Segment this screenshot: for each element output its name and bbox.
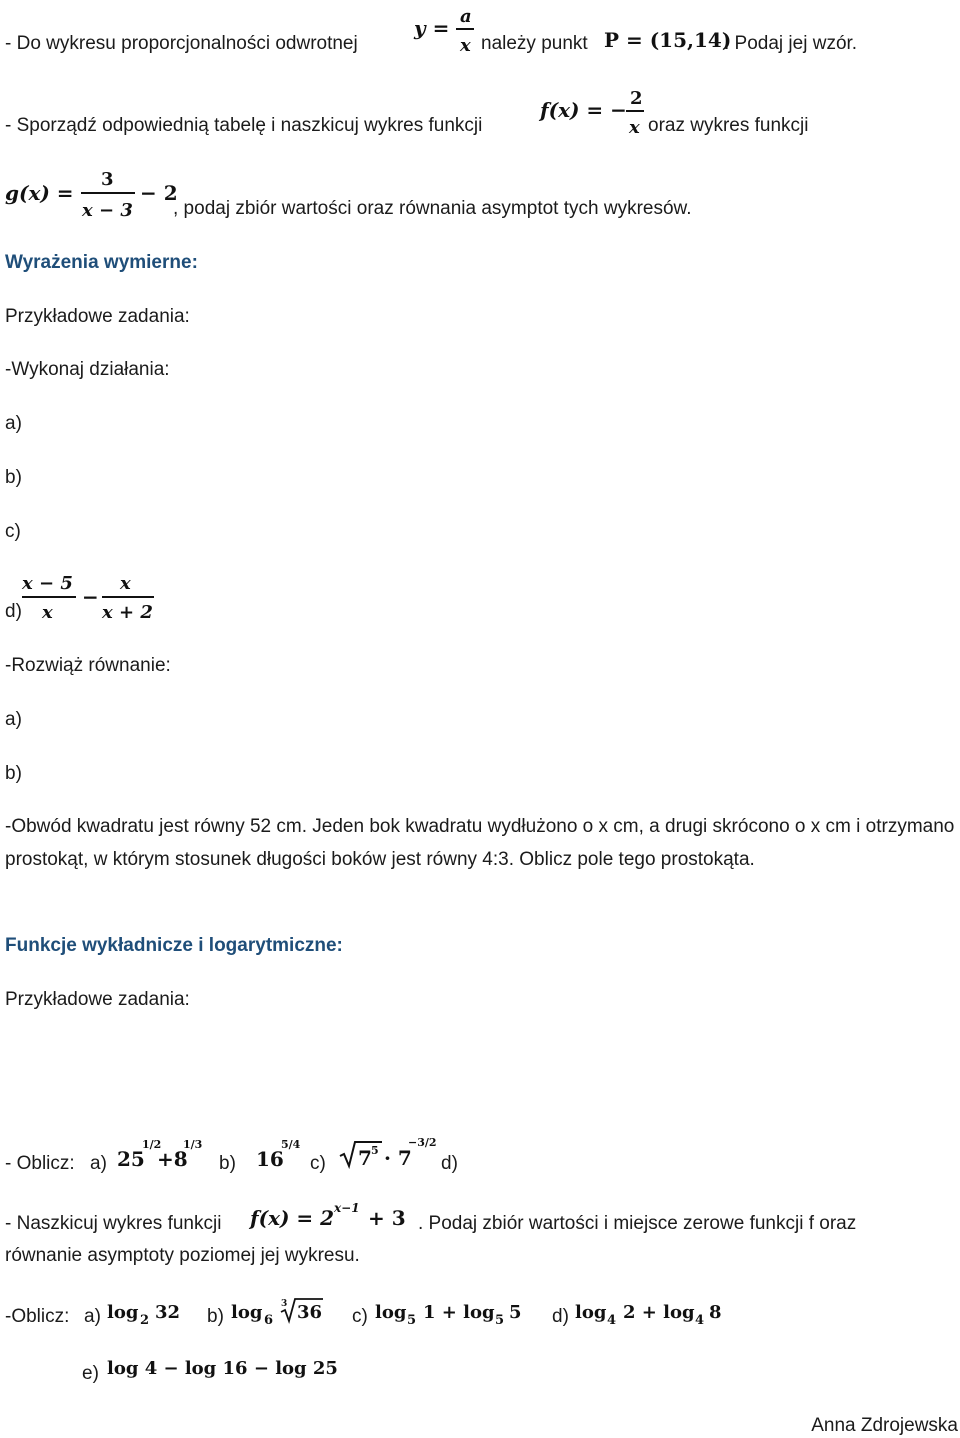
log-a-base: 2 (140, 1313, 150, 1328)
eq-item-a: a) (5, 709, 22, 730)
calc-a-base1: 25 (117, 1147, 145, 1171)
log-c-arg1: 1 + log (423, 1302, 495, 1323)
formula-y-equals-a-over-x (414, 4, 478, 56)
calc-c-expr (338, 1132, 437, 1174)
log-d-arg1: 2 + log (623, 1302, 695, 1323)
examples-label-1: Przykładowe zadania: (5, 306, 190, 327)
log-label: -Oblicz: (5, 1306, 70, 1327)
heading-rational: Wyrażenia wymierne: (5, 252, 198, 273)
y-num: a (460, 6, 472, 27)
log-b-root-idx: 3 (281, 1299, 288, 1309)
log-c-base1: 5 (407, 1313, 417, 1328)
calc-a-exp2: 1/3 (183, 1138, 203, 1151)
log-d-expr (575, 1296, 731, 1330)
log-e-text: log 4 − log 16 − log 25 (107, 1358, 338, 1379)
d-num2: x (120, 573, 131, 594)
sketch-text-1: - Naszkicuj wykres funkcji (5, 1213, 222, 1234)
log-e-label: e) (82, 1363, 99, 1384)
log-c-log1: log (375, 1302, 407, 1323)
calc-c-exp: −3/2 (408, 1136, 437, 1149)
task-inverse-text-1: - Do wykresu proporcjonalności odwrotnej (5, 33, 358, 54)
g-tail: − 2 (140, 181, 178, 205)
item-d: d) (5, 601, 22, 622)
calc-c-dot: · 7 (384, 1146, 412, 1170)
calc-c-rad-exp: 5 (371, 1144, 379, 1157)
task-inverse-text-2: należy punkt (481, 33, 588, 54)
sketch-text-3: równanie asymptoty poziomej jej wykresu. (5, 1245, 360, 1266)
d-den1: x (42, 602, 53, 623)
calc-b-label: b) (219, 1153, 236, 1174)
log-d-arg2: 8 (709, 1302, 722, 1323)
f-eq: f(x) = − (540, 98, 627, 122)
d-minus: − (82, 585, 99, 609)
task-operations: -Wykonaj działania: (5, 359, 170, 380)
y-den: x (460, 35, 471, 56)
log-b-arg: 36 (297, 1302, 323, 1323)
d-num1: x − 5 (22, 573, 73, 594)
task-inverse-text-3: . Podaj jej wzór. (724, 33, 858, 54)
log-a-label: a) (84, 1306, 101, 1327)
calc-b-expr (256, 1134, 302, 1174)
sketch-exp: x−1 (334, 1201, 360, 1215)
log-e-expr (107, 1350, 338, 1384)
author-signature: Anna Zdrojewska (811, 1415, 958, 1436)
formula-g (5, 166, 178, 222)
point-P: P = (15,14) (604, 28, 732, 52)
calc-a-plus: +8 (157, 1147, 188, 1171)
item-c: c) (5, 521, 21, 542)
f-den: x (629, 117, 640, 138)
d-den2: x + 2 (102, 602, 153, 623)
item-a: a) (5, 413, 22, 434)
calc-c-rad: 7 (358, 1146, 372, 1170)
calc-b-exp: 5/4 (281, 1138, 301, 1151)
sketch-text-2: . Podaj zbiór wartości i miejsce zerowe funkcji f oraz (418, 1213, 857, 1234)
formula-f-minus-2-over-x (540, 86, 650, 138)
log-c-label: c) (352, 1306, 368, 1327)
task-sketch-text-3: , podaj zbiór wartości oraz równania asymptot tych wykresów. (173, 198, 692, 219)
log-c-arg2: 5 (509, 1302, 522, 1323)
sketch-tail: + 3 (368, 1206, 406, 1230)
heading-exp-log: Funkcje wykładnicze i logarytmiczne: (5, 935, 343, 956)
log-c-base2: 5 (495, 1313, 505, 1328)
task-equation: -Rozwiąż równanie: (5, 655, 171, 676)
formula-point-P (604, 25, 732, 57)
log-d-label: d) (552, 1306, 569, 1327)
task-sketch-text-1: - Sporządź odpowiednią tabelę i naszkicuj wykres funkcji (5, 115, 483, 136)
examples-label-2: Przykładowe zadania: (5, 989, 190, 1010)
g-eq: g(x) = (5, 181, 74, 205)
calc-a-label: a) (90, 1153, 107, 1174)
f-num: 2 (630, 88, 643, 109)
log-b-base: 6 (264, 1313, 274, 1328)
formula-d-rational (22, 570, 162, 626)
log-d-base1: 4 (607, 1313, 617, 1328)
calc-d-label: d) (441, 1153, 458, 1174)
item-b: b) (5, 467, 22, 488)
calc-a-expr (117, 1134, 203, 1174)
calc-label: - Oblicz: (5, 1153, 75, 1174)
log-b-expr (231, 1294, 327, 1330)
g-den: x − 3 (82, 200, 133, 221)
y-eq: y = (414, 16, 450, 40)
sketch-formula (250, 1198, 415, 1234)
log-c-expr (375, 1296, 531, 1330)
calc-b-base: 16 (256, 1147, 284, 1171)
eq-item-b: b) (5, 763, 22, 784)
task-sketch-text-2: oraz wykres funkcji (648, 115, 809, 136)
log-a-log: log (107, 1302, 139, 1323)
g-num: 3 (101, 169, 114, 190)
log-d-log1: log (575, 1302, 607, 1323)
log-a-expr (107, 1296, 187, 1330)
task-square: -Obwód kwadratu jest równy 52 cm. Jeden bok kwadratu wydłużono o x cm, a drugi skrócono o x cm i otrzymano prostokąt, w którym stosunek długości boków jest równy 4:3. Oblicz pole tego prostokąta. (5, 816, 955, 870)
calc-c-label: c) (310, 1153, 326, 1174)
log-b-log: log (231, 1302, 263, 1323)
task-inverse-proportion (5, 32, 358, 56)
log-b-label: b) (207, 1306, 224, 1327)
log-a-arg: 32 (155, 1302, 181, 1323)
calc-a-exp1: 1/2 (142, 1138, 162, 1151)
sketch-f: f(x) = 2 (250, 1206, 335, 1230)
log-d-base2: 4 (695, 1313, 705, 1328)
